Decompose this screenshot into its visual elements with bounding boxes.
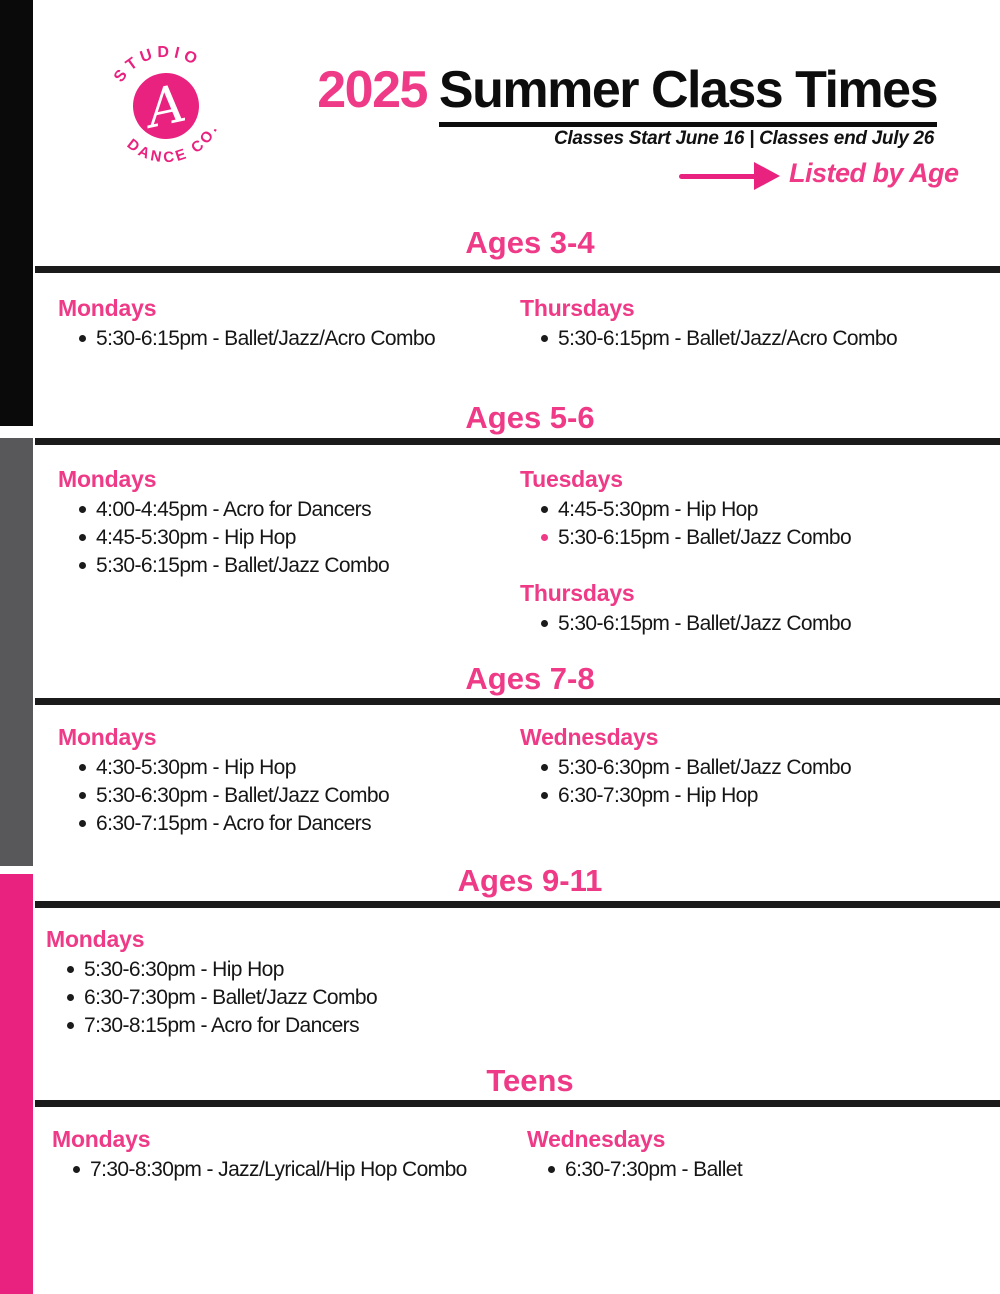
- class-list: [58, 754, 508, 838]
- right-arrow-icon: [679, 174, 757, 179]
- class-list: [58, 325, 508, 353]
- bullet-icon: [79, 792, 86, 799]
- class-time-text: 5:30-6:30pm - Hip Hop: [84, 958, 284, 981]
- class-item: [58, 782, 508, 810]
- class-time-text: 5:30-6:30pm - Ballet/Jazz Combo: [96, 784, 390, 807]
- class-time-text: 6:30-7:30pm - Ballet: [565, 1158, 743, 1181]
- class-item: [46, 1012, 496, 1040]
- class-item: [520, 524, 970, 552]
- section-divider-rule: [35, 438, 1000, 445]
- day-label: Mondays: [46, 926, 145, 952]
- day-label: Mondays: [58, 295, 157, 321]
- class-time-text: 5:30-6:15pm - Ballet/Jazz/Acro Combo: [558, 327, 898, 350]
- day-block-wednesdays: [520, 722, 970, 810]
- logo-bottom-text: DANCE CO.: [123, 120, 223, 167]
- class-list: [520, 496, 970, 552]
- section-divider-rule: [35, 266, 1000, 273]
- section-divider-rule: [35, 1100, 1000, 1107]
- day-block-tuesdays: [520, 464, 970, 552]
- class-time-text: 5:30-6:15pm - Ballet/Jazz Combo: [558, 612, 852, 635]
- bullet-icon: [541, 792, 548, 799]
- class-time-text: 7:30-8:15pm - Acro for Dancers: [84, 1014, 359, 1037]
- bullet-icon: [67, 994, 74, 1001]
- listed-by-age-label: Listed by Age: [789, 158, 959, 188]
- class-time-text: 6:30-7:30pm - Ballet/Jazz Combo: [84, 986, 378, 1009]
- bullet-icon: [541, 620, 548, 627]
- class-list: [520, 754, 970, 810]
- class-list: [52, 1156, 502, 1184]
- day-block-mondays: [58, 293, 508, 353]
- bullet-icon: [67, 1022, 74, 1029]
- section-heading-teens: Teens: [486, 1063, 574, 1098]
- class-list: [527, 1156, 977, 1184]
- class-time-text: 6:30-7:30pm - Hip Hop: [558, 784, 758, 807]
- bullet-icon: [541, 764, 548, 771]
- bullet-icon: [548, 1166, 555, 1173]
- schedule-column: [520, 722, 970, 810]
- schedule-column: [52, 1124, 502, 1184]
- bullet-icon: [541, 335, 548, 342]
- bullet-icon: [79, 506, 86, 513]
- class-list: [520, 325, 970, 353]
- class-time-text: 5:30-6:15pm - Ballet/Jazz/Acro Combo: [96, 327, 436, 350]
- bullet-icon: [67, 966, 74, 973]
- class-item: [520, 496, 970, 524]
- day-block-mondays: [46, 924, 496, 1040]
- class-time-text: 4:00-4:45pm - Acro for Dancers: [96, 498, 371, 521]
- class-item: [58, 754, 508, 782]
- class-item: [58, 810, 508, 838]
- day-label: Wednesdays: [527, 1126, 666, 1152]
- studio-a-dance-logo: [100, 38, 232, 178]
- class-time-text: 7:30-8:30pm - Jazz/Lyrical/Hip Hop Combo: [90, 1158, 467, 1181]
- class-list: [520, 610, 970, 638]
- day-label: Mondays: [52, 1126, 151, 1152]
- class-item: [46, 984, 496, 1012]
- section-heading-ages-7-8: Ages 7-8: [465, 661, 595, 696]
- day-label: Tuesdays: [520, 466, 623, 492]
- day-block-mondays: [58, 722, 508, 838]
- bullet-icon: [79, 820, 86, 827]
- class-item: [58, 325, 508, 353]
- bullet-icon: [79, 764, 86, 771]
- class-item: [527, 1156, 977, 1184]
- schedule-column: [520, 293, 970, 353]
- section-heading-ages-3-4: Ages 3-4: [465, 225, 595, 260]
- day-block-mondays: [58, 464, 508, 580]
- day-label: Thursdays: [520, 580, 635, 606]
- bullet-icon: [541, 506, 548, 513]
- right-arrow-head-icon: [754, 162, 780, 190]
- class-time-text: 5:30-6:15pm - Ballet/Jazz Combo: [96, 554, 390, 577]
- bullet-icon: [79, 534, 86, 541]
- class-time-text: 4:45-5:30pm - Hip Hop: [558, 498, 758, 521]
- class-time-text: 4:45-5:30pm - Hip Hop: [96, 526, 296, 549]
- day-block-wednesdays: [527, 1124, 977, 1184]
- section-divider-rule: [35, 901, 1000, 908]
- bullet-icon: [79, 335, 86, 342]
- section-divider-rule: [35, 698, 1000, 705]
- class-item: [520, 610, 970, 638]
- left-accent-bar-gray: [0, 438, 33, 866]
- schedule-column: [58, 464, 508, 580]
- day-label: Mondays: [58, 724, 157, 750]
- schedule-column: [46, 924, 496, 1040]
- class-list: [46, 956, 496, 1040]
- class-item: [58, 524, 508, 552]
- schedule-column: [58, 293, 508, 353]
- day-block-thursdays: [520, 578, 970, 638]
- day-label: Mondays: [58, 466, 157, 492]
- page-title: [317, 62, 937, 118]
- class-item: [520, 754, 970, 782]
- class-item: [520, 325, 970, 353]
- class-item: [58, 496, 508, 524]
- logo-letter: A: [141, 73, 191, 141]
- class-time-text: 6:30-7:15pm - Acro for Dancers: [96, 812, 371, 835]
- day-block-thursdays: [520, 293, 970, 353]
- left-accent-bar-pink: [0, 874, 33, 1294]
- class-item: [52, 1156, 502, 1184]
- class-time-text: 5:30-6:15pm - Ballet/Jazz Combo: [558, 526, 852, 549]
- class-dates-subtitle: Classes Start June 16 | Classes end July 26: [553, 128, 934, 149]
- title-text: Summer Class Times: [439, 61, 937, 127]
- class-list: [58, 496, 508, 580]
- schedule-column: [58, 722, 508, 838]
- bullet-icon: [73, 1166, 80, 1173]
- day-block-mondays: [52, 1124, 502, 1184]
- class-time-text: 5:30-6:30pm - Ballet/Jazz Combo: [558, 756, 852, 779]
- class-time-text: 4:30-5:30pm - Hip Hop: [96, 756, 296, 779]
- section-heading-ages-5-6: Ages 5-6: [465, 400, 595, 435]
- left-accent-bar-black: [0, 0, 33, 426]
- bullet-icon: [541, 534, 548, 541]
- bullet-icon: [79, 562, 86, 569]
- section-heading-ages-9-11: Ages 9-11: [457, 863, 603, 898]
- schedule-column: [520, 464, 970, 638]
- schedule-column: [527, 1124, 977, 1184]
- class-item: [46, 956, 496, 984]
- title-year: 2025: [317, 61, 427, 119]
- class-item: [58, 552, 508, 580]
- day-label: Wednesdays: [520, 724, 659, 750]
- day-label: Thursdays: [520, 295, 635, 321]
- class-item: [520, 782, 970, 810]
- logo-top-text: STUDIO: [110, 43, 204, 86]
